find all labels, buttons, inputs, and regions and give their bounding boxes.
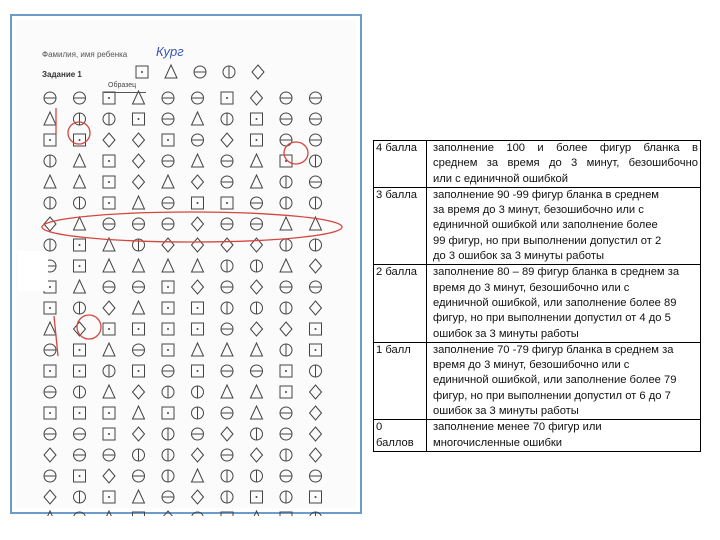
description-line: заполнение 70 -79 фигур бланка в среднем за xyxy=(433,343,674,356)
dot-mark xyxy=(285,370,287,372)
triangle-shape xyxy=(133,196,145,209)
description-cell xyxy=(427,187,701,264)
triangle-shape xyxy=(162,259,174,272)
figure-row xyxy=(44,175,322,189)
dot-mark xyxy=(79,412,81,414)
triangle-shape xyxy=(251,343,263,356)
description-line: среднем за время до 3 минут, безошибочно xyxy=(433,157,698,170)
triangle-shape xyxy=(74,175,86,188)
dot-mark xyxy=(138,370,140,372)
figure-row xyxy=(44,133,322,147)
triangle-shape xyxy=(192,259,204,272)
figure-row xyxy=(44,154,322,168)
triangle-shape xyxy=(103,385,115,398)
dot-mark xyxy=(197,328,199,330)
triangle-shape xyxy=(74,217,86,230)
diamond-shape xyxy=(192,490,204,504)
figure-row xyxy=(44,259,322,273)
criteria-row xyxy=(374,420,701,452)
figure-row xyxy=(44,301,322,315)
dot-mark xyxy=(49,370,51,372)
score-cell xyxy=(374,342,427,419)
triangle-shape xyxy=(103,259,115,272)
figure-row xyxy=(44,469,322,483)
worksheet-scan xyxy=(10,14,362,514)
triangle-shape xyxy=(165,65,177,78)
description-line: многочисленные ошибки xyxy=(433,436,563,449)
sample-underline xyxy=(104,92,146,93)
criteria-row xyxy=(374,141,701,188)
dot-mark xyxy=(108,412,110,414)
score-label: 2 балла xyxy=(376,266,417,279)
dot-mark xyxy=(108,433,110,435)
diamond-shape xyxy=(310,259,322,273)
red-circle-mark xyxy=(77,315,101,339)
dot-mark xyxy=(167,139,169,141)
description-line: ошибок за 3 минуты работы xyxy=(433,405,579,418)
score-label: 1 балл xyxy=(376,343,411,356)
diamond-shape xyxy=(310,448,322,462)
circle-shape xyxy=(192,512,204,516)
dot-mark xyxy=(49,307,51,309)
triangle-shape xyxy=(44,175,56,188)
square-shape xyxy=(133,512,145,516)
description-line: ошибок за 3 минуты работы xyxy=(433,327,579,340)
triangle-shape xyxy=(133,490,145,503)
description-line: за время до 3 минут, безошибочно или с xyxy=(433,204,644,217)
figure-row xyxy=(44,365,322,377)
description-line: или с единичной ошибкой xyxy=(433,172,568,185)
description-line: время до 3 минут, безошибочно или с xyxy=(433,281,630,294)
description-line: фигур, но при выполнении допустил от 4 до 5 xyxy=(433,312,671,325)
diamond-shape xyxy=(103,133,115,147)
triangle-shape xyxy=(44,511,56,516)
figure-row xyxy=(44,217,322,231)
description-line: единичной ошибкой, или заполнение более 79 xyxy=(433,374,677,387)
dot-mark xyxy=(167,349,169,351)
square-shape xyxy=(280,512,292,516)
description-cell xyxy=(427,342,701,419)
triangle-shape xyxy=(133,406,145,419)
diamond-shape xyxy=(192,238,204,252)
dot-mark xyxy=(315,349,317,351)
figure-row xyxy=(44,91,322,105)
diamond-shape xyxy=(252,65,264,79)
triangle-shape xyxy=(192,112,204,125)
description-line: заполнение 80 – 89 фигур бланка в среднем за xyxy=(433,266,680,279)
dot-mark xyxy=(226,202,228,204)
dot-mark xyxy=(285,391,287,393)
description-cell xyxy=(427,265,701,342)
red-circle-mark xyxy=(284,142,308,164)
dot-mark xyxy=(108,97,110,99)
diamond-shape xyxy=(44,448,56,462)
diamond-shape xyxy=(251,280,263,294)
triangle-shape xyxy=(162,175,174,188)
score-cell xyxy=(374,420,427,452)
triangle-shape xyxy=(251,154,263,167)
figure-row xyxy=(44,511,322,516)
triangle-shape xyxy=(103,343,115,356)
figure-grid xyxy=(12,16,364,516)
diamond-shape xyxy=(103,301,115,315)
figure-row xyxy=(44,406,322,420)
dot-mark xyxy=(256,496,258,498)
figure-row xyxy=(44,322,322,336)
dot-mark xyxy=(79,370,81,372)
diamond-shape xyxy=(310,385,322,399)
dot-mark xyxy=(49,412,51,414)
figure-row xyxy=(44,448,322,462)
dot-mark xyxy=(167,307,169,309)
diamond-shape xyxy=(133,133,145,147)
diamond-shape xyxy=(133,175,145,189)
sample-row xyxy=(136,65,264,79)
triangle-shape xyxy=(280,217,292,230)
dot-mark xyxy=(167,328,169,330)
score-label: баллов xyxy=(376,436,414,449)
description-line: единичной ошибкой или заполнение более xyxy=(433,219,658,232)
score-label: 4 балла xyxy=(376,142,417,154)
score-cell xyxy=(374,141,427,188)
dot-mark xyxy=(79,475,81,477)
description-line: единичной ошибкой, или заполнение более 89 xyxy=(433,296,677,309)
triangle-shape xyxy=(251,406,263,419)
dot-mark xyxy=(49,286,51,288)
diamond-shape xyxy=(162,511,174,516)
diamond-shape xyxy=(192,217,204,231)
description-line: заполнение 90 -99 фигур бланка в среднем xyxy=(433,188,659,201)
diamond-shape xyxy=(221,427,233,441)
criteria-row xyxy=(374,265,701,342)
dot-mark xyxy=(79,139,81,141)
triangle-shape xyxy=(251,385,263,398)
score-label: 0 xyxy=(376,421,383,434)
dot-mark xyxy=(108,328,110,330)
child-name-label: Фамилия, имя ребенка xyxy=(42,50,128,59)
diamond-shape xyxy=(133,427,145,441)
dot-mark xyxy=(108,160,110,162)
dot-mark xyxy=(197,370,199,372)
diamond-shape xyxy=(192,280,204,294)
triangle-shape xyxy=(280,259,292,272)
triangle-shape xyxy=(103,511,115,516)
triangle-shape xyxy=(251,175,263,188)
description-line: время до 3 минут, безошибочно или с xyxy=(433,359,630,372)
figure-row xyxy=(44,343,322,356)
triangle-shape xyxy=(44,112,56,125)
triangle-shape xyxy=(192,154,204,167)
paper-fold xyxy=(18,251,48,291)
figure-row xyxy=(44,385,322,399)
dot-mark xyxy=(108,496,110,498)
triangle-shape xyxy=(192,343,204,356)
diamond-shape xyxy=(310,301,322,315)
dot-mark xyxy=(226,97,228,99)
description-line: фигур, но при выполнении допустил от 6 до 7 xyxy=(433,389,671,402)
diamond-shape xyxy=(133,154,145,168)
sample-label: Образец xyxy=(108,82,137,89)
dot-mark xyxy=(256,118,258,120)
diamond-shape xyxy=(103,469,115,483)
dot-mark xyxy=(197,202,199,204)
triangle-shape xyxy=(221,385,233,398)
diamond-shape xyxy=(251,91,263,105)
diamond-shape xyxy=(192,448,204,462)
dot-mark xyxy=(197,307,199,309)
diamond-shape xyxy=(162,238,174,252)
figure-row xyxy=(44,490,322,504)
dot-mark xyxy=(138,118,140,120)
dot-mark xyxy=(138,328,140,330)
dot-mark xyxy=(108,181,110,183)
dot-mark xyxy=(79,244,81,246)
triangle-shape xyxy=(74,154,86,167)
description-cell xyxy=(427,420,701,452)
figure-row xyxy=(44,427,322,441)
square-shape xyxy=(221,512,233,516)
diamond-shape xyxy=(280,322,292,336)
triangle-shape xyxy=(133,259,145,272)
dot-mark xyxy=(79,265,81,267)
figure-row xyxy=(44,280,322,294)
triangle-shape xyxy=(192,469,204,482)
child-name-handwriting: Кург xyxy=(156,44,184,59)
diamond-shape xyxy=(221,133,233,147)
dot-mark xyxy=(79,349,81,351)
dot-mark xyxy=(167,286,169,288)
triangle-shape xyxy=(251,511,263,516)
dot-mark xyxy=(167,412,169,414)
diamond-shape xyxy=(221,238,233,252)
criteria-row xyxy=(374,342,701,419)
figure-row xyxy=(44,112,322,125)
diamond-shape xyxy=(44,490,56,504)
diamond-shape xyxy=(192,175,204,189)
description-line: заполнение 100 и более фигур бланка в xyxy=(433,142,698,154)
description-line: до 3 ошибок за 3 минуты работы xyxy=(433,250,605,263)
dot-mark xyxy=(49,139,51,141)
diamond-shape xyxy=(251,448,263,462)
description-cell xyxy=(427,141,701,188)
criteria-row xyxy=(374,187,701,264)
figure-row xyxy=(44,238,322,252)
diamond-shape xyxy=(251,322,263,336)
score-cell xyxy=(374,265,427,342)
dot-mark xyxy=(256,139,258,141)
diamond-shape xyxy=(133,385,145,399)
score-cell xyxy=(374,187,427,264)
description-line: заполнение менее 70 фигур или xyxy=(433,421,602,434)
diamond-shape xyxy=(310,406,322,420)
scoring-criteria-table xyxy=(373,140,701,452)
dot-mark xyxy=(315,328,317,330)
figure-row xyxy=(44,196,322,209)
triangle-shape xyxy=(221,343,233,356)
task-title: Задание 1 xyxy=(42,70,82,79)
dot-mark xyxy=(141,71,143,73)
red-ellipse-mark xyxy=(42,212,342,242)
dot-mark xyxy=(315,496,317,498)
triangle-shape xyxy=(133,301,145,314)
triangle-shape xyxy=(74,280,86,293)
dot-mark xyxy=(108,202,110,204)
diamond-shape xyxy=(310,427,322,441)
score-label: 3 балла xyxy=(376,188,417,201)
circle-shape xyxy=(74,512,86,516)
description-line: 99 фигур, но при выполнении допустил от 2 xyxy=(433,234,662,247)
